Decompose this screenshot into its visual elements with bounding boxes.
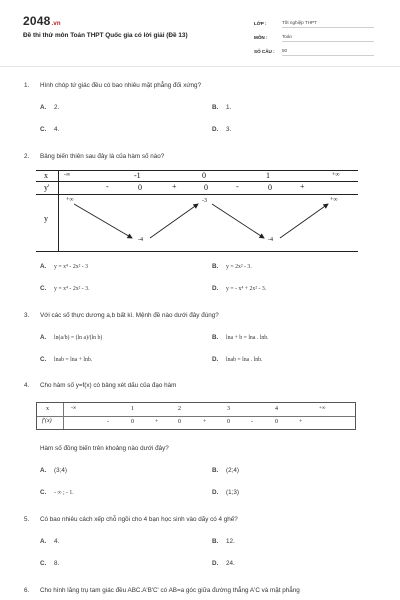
site-logo[interactable] bbox=[23, 14, 61, 28]
question-text: Cho hàm số y=f(x) có bảng xét dấu của đạo hàm bbox=[40, 382, 177, 389]
sign: 0 bbox=[204, 183, 208, 192]
variation-table bbox=[36, 170, 358, 252]
meta-class-row bbox=[254, 14, 374, 28]
exam-meta bbox=[254, 14, 374, 56]
option-value: lnab = lna . lnb. bbox=[226, 357, 263, 363]
sign: 0 bbox=[138, 183, 142, 192]
y-label: y bbox=[44, 214, 48, 223]
option-d[interactable]: D. (1;3) bbox=[212, 489, 239, 496]
option-c[interactable]: C. - ∞ ; - 1. bbox=[40, 489, 74, 496]
sign: 0 bbox=[275, 419, 278, 425]
option-a[interactable]: A. 4. bbox=[40, 538, 60, 545]
option-value: 4. bbox=[54, 538, 60, 545]
y-value: +∞ bbox=[66, 197, 74, 203]
exam-title: Đề thi thử môn Toán THPT Quốc gia có lời giải (Đề 13) bbox=[23, 32, 188, 39]
question-text: Có bao nhiêu cách xếp chỗ ngồi cho 4 bạn học sinh vào dãy có 4 ghế? bbox=[40, 516, 238, 523]
question-number: 3. bbox=[24, 312, 30, 319]
option-a[interactable]: A. y = x⁴ - 2x² - 3 bbox=[40, 263, 89, 270]
y-value: -3 bbox=[202, 198, 207, 204]
option-d[interactable]: D. y = - x⁴ + 2x² - 3. bbox=[212, 285, 267, 292]
option-value: y = 2x² - 3. bbox=[226, 264, 252, 270]
question-number: 1. bbox=[24, 82, 30, 89]
page-header bbox=[0, 0, 400, 64]
option-c[interactable]: C. y = x⁴ - 2x² - 3. bbox=[40, 285, 90, 292]
option-value: 2. bbox=[54, 104, 60, 111]
x-value: 2 bbox=[178, 406, 181, 412]
sign: - bbox=[236, 182, 239, 191]
x-value: 4 bbox=[275, 406, 278, 412]
option-value: (3;4) bbox=[54, 467, 67, 474]
y-value: -4 bbox=[138, 237, 143, 243]
sign: + bbox=[299, 419, 303, 425]
option-b[interactable]: B. y = 2x² - 3. bbox=[212, 263, 252, 270]
sign-table bbox=[36, 402, 356, 430]
option-a[interactable]: A. (3;4) bbox=[40, 467, 67, 474]
x-value: 0 bbox=[202, 171, 206, 180]
option-value: y = x⁴ - 2x² - 3. bbox=[54, 286, 90, 292]
x-label: x bbox=[46, 406, 49, 412]
meta-subject-row bbox=[254, 28, 374, 42]
variation-arrows bbox=[36, 170, 358, 252]
table-divider bbox=[37, 416, 355, 417]
question-number: 6. bbox=[24, 587, 30, 594]
option-d[interactable]: D. lnab = lna . lnb. bbox=[212, 356, 263, 363]
option-value: 4. bbox=[54, 126, 60, 133]
y-value: -4 bbox=[268, 237, 273, 243]
meta-value: 50 bbox=[282, 48, 374, 56]
sign: + bbox=[172, 182, 177, 191]
fx-label: f'(x) bbox=[42, 418, 52, 424]
option-value: - ∞ ; - 1. bbox=[54, 490, 74, 496]
logo-suffix: .vn bbox=[51, 21, 61, 27]
option-value: 8. bbox=[54, 560, 60, 567]
x-value: 3 bbox=[227, 406, 230, 412]
option-value: 3. bbox=[226, 126, 232, 133]
option-a[interactable]: A. ln(a/b) = (ln a)/(ln b) bbox=[40, 334, 103, 341]
option-c[interactable]: C. 4. bbox=[40, 126, 60, 133]
sign: + bbox=[155, 419, 159, 425]
table-divider bbox=[63, 403, 64, 429]
meta-label: LỚP : bbox=[254, 21, 267, 26]
option-b[interactable]: B. 1. bbox=[212, 104, 232, 111]
option-value: (1;3) bbox=[226, 489, 239, 496]
option-b[interactable]: B. (2;4) bbox=[212, 467, 239, 474]
option-b[interactable]: B. lna + b = lna . lnb. bbox=[212, 334, 269, 341]
question-text: Cho hình lăng trụ tam giác đều ABC.A'B'C' có AB=a góc giữa đường thẳng A'C và mặt phẳng bbox=[40, 587, 300, 594]
x-value: 1 bbox=[266, 171, 270, 180]
option-value: 1. bbox=[226, 104, 232, 111]
option-value: y = x⁴ - 2x² - 3 bbox=[54, 264, 89, 270]
x-value: -∞ bbox=[64, 172, 71, 178]
option-value: lnab = lna + lnb. bbox=[54, 357, 93, 363]
option-value: 24. bbox=[226, 560, 235, 567]
x-value: 1 bbox=[131, 406, 134, 412]
sign: 0 bbox=[178, 419, 181, 425]
x-value: +∞ bbox=[332, 172, 340, 178]
option-c[interactable]: C. lnab = lna + lnb. bbox=[40, 356, 93, 363]
meta-count-row bbox=[254, 42, 374, 56]
option-d[interactable]: D. 3. bbox=[212, 126, 232, 133]
option-a[interactable]: A. 2. bbox=[40, 104, 60, 111]
option-value: ln(a/b) = (ln a)/(ln b) bbox=[54, 335, 103, 341]
option-value: y = - x⁴ + 2x² - 3. bbox=[226, 286, 267, 292]
option-value: lna + b = lna . lnb. bbox=[226, 335, 269, 341]
meta-value: Toán bbox=[282, 34, 374, 42]
meta-label: MÔN : bbox=[254, 35, 268, 40]
sign: 0 bbox=[227, 419, 230, 425]
question-number: 2. bbox=[24, 153, 30, 160]
option-value: 12. bbox=[226, 538, 235, 545]
option-d[interactable]: D. 24. bbox=[212, 560, 235, 567]
x-value: -1 bbox=[134, 171, 141, 180]
y-prime-label: y' bbox=[44, 183, 50, 192]
question-number: 4. bbox=[24, 382, 30, 389]
question-number: 5. bbox=[24, 516, 30, 523]
x-label: x bbox=[44, 171, 48, 180]
y-value: +∞ bbox=[330, 197, 338, 203]
logo-text: 2048 bbox=[23, 14, 51, 28]
header-divider bbox=[0, 66, 400, 67]
sign: - bbox=[107, 419, 109, 425]
sign: 0 bbox=[268, 183, 272, 192]
sign: 0 bbox=[131, 419, 134, 425]
option-b[interactable]: B. 12. bbox=[212, 538, 235, 545]
question-text: Hình chóp tứ giác đều có bao nhiêu mặt phẳng đối xứng? bbox=[40, 82, 202, 89]
option-value: (2;4) bbox=[226, 467, 239, 474]
question-subtext: Hàm số đồng biến trên khoảng nào dưới đây? bbox=[40, 445, 169, 452]
sign: + bbox=[300, 182, 305, 191]
x-value: -∞ bbox=[71, 406, 77, 411]
sign: - bbox=[106, 182, 109, 191]
meta-value: Tốt nghiệp THPT bbox=[282, 20, 374, 28]
x-value: +∞ bbox=[319, 406, 326, 411]
option-c[interactable]: C. 8. bbox=[40, 560, 60, 567]
meta-label: SỐ CÂU : bbox=[254, 49, 275, 54]
question-text: Với các số thực dương a,b bất kì. Mệnh đề nào dưới đây đúng? bbox=[40, 312, 219, 319]
sign: - bbox=[251, 419, 253, 425]
sign: + bbox=[203, 419, 207, 425]
question-text: Bảng biến thiên sau đây là của hàm số nào? bbox=[40, 153, 165, 160]
